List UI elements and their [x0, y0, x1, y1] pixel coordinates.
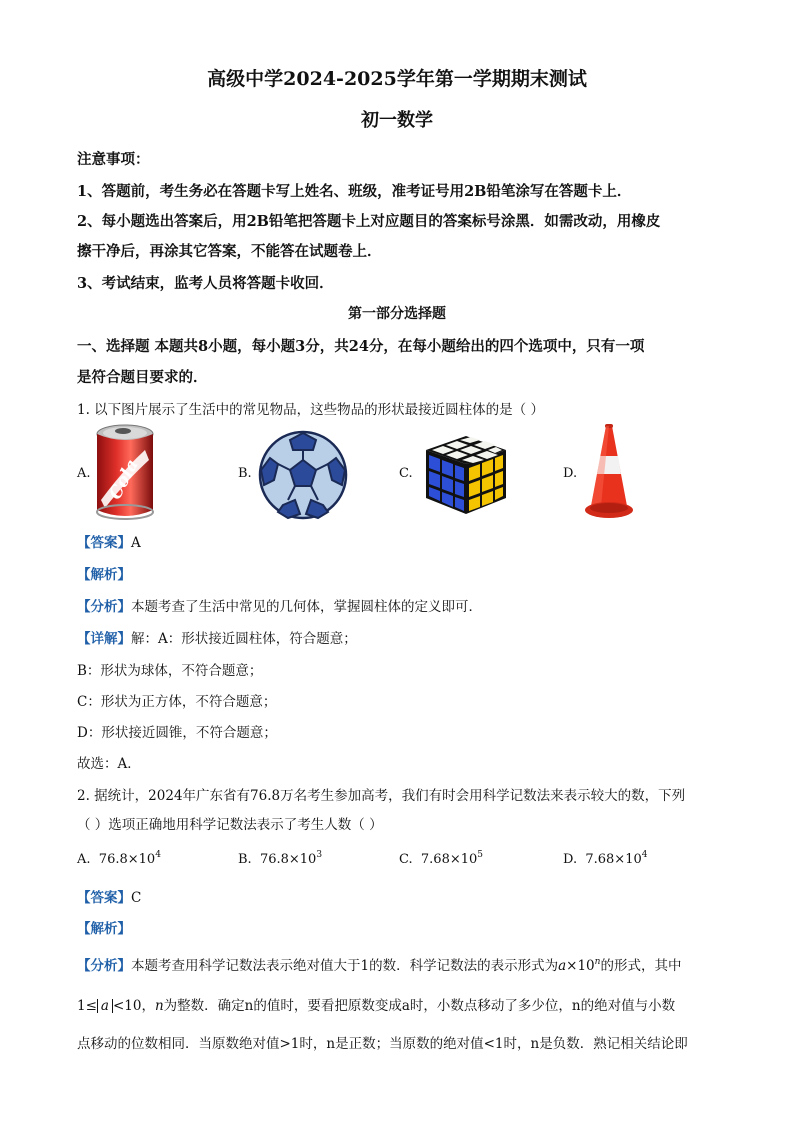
q2-option-d	[563, 850, 647, 867]
q1-option-d-label: D.	[563, 466, 578, 481]
notice-item-1: 1、答题前，考生务必在答题卡写上姓名、班级，准考证号用2B铅笔涂写在答题卡上．	[77, 183, 632, 200]
q2-fenxi-text-1: 本题考查用科学记数法表示绝对值大于1的数．科学记数法的表示形式为	[131, 958, 559, 974]
q1-option-b-label: B.	[238, 466, 252, 481]
xiangjie-tag: 【详解】	[77, 631, 131, 647]
notice-item-2: 2、每小题选出答案后，用2B铅笔把答题卡上对应题目的答案标号涂黑．如需改动，用橡皮	[77, 213, 661, 230]
rubik-cube-image	[418, 430, 510, 516]
q2-fenxi-line-1	[77, 954, 681, 974]
q2-fenxi-text-1b: 的形式，其中	[600, 958, 682, 974]
section-instruction-cont: 是符合题目要求的．	[77, 369, 208, 386]
fenxi-tag: 【分析】	[77, 958, 131, 974]
formula-a: a	[558, 958, 567, 974]
question-2-stem: 2. 据统计，2024年广东省有76.8万名考生参加高考，我们有时会用科学记数法来表示较大的数，下列	[77, 788, 686, 804]
q1-line-b: B：形状为球体，不符合题意；	[77, 663, 263, 679]
can-text: Cola	[105, 456, 143, 503]
q2-analysis-tag: 【解析】	[77, 921, 131, 937]
q2-option-c-exp: 5	[477, 850, 484, 860]
question-1-stem: 1. 以下图片展示了生活中的常见物品，这些物品的形状最接近圆柱体的是（ ）	[77, 402, 544, 418]
q1-xiangjie-text: 解：A：形状接近圆柱体，符合题意；	[131, 631, 357, 647]
q2-fenxi-text-2: 为整数．确定n的值时，要看把原数变成a时，小数点移动了多少位，n的绝对值与小数	[163, 998, 676, 1014]
question-2-stem-cont: （ ）选项正确地用科学记数法表示了考生人数（ ）	[77, 817, 383, 833]
q1-answer-value: A	[131, 535, 141, 551]
q1-line-c: C：形状为正方体，不符合题意；	[77, 694, 277, 710]
answer-tag: 【答案】	[77, 535, 131, 551]
q1-xiangjie	[77, 627, 357, 647]
q1-line-d: D：形状接近圆锥，不符合题意；	[77, 725, 277, 741]
notice-item-2-cont: 擦干净后，再涂其它答案，不能答在试题卷上．	[77, 243, 382, 260]
notice-heading: 注意事项：	[77, 151, 150, 168]
traffic-cone-image	[583, 422, 635, 522]
answer-tag: 【答案】	[77, 890, 131, 906]
notice-item-3: 3、考试结束，监考人员将答题卡收回．	[77, 275, 334, 292]
q2-option-d-label: D.	[563, 852, 578, 867]
q2-option-a-base: 76.8×10	[98, 852, 156, 867]
cola-can-image	[93, 420, 157, 524]
q2-option-b-base: 76.8×10	[259, 852, 317, 867]
range-pre: 1≤	[77, 998, 97, 1014]
absolute-value-a: a	[97, 999, 113, 1013]
q2-option-b-exp: 3	[316, 850, 323, 860]
q2-option-c-label: C.	[399, 852, 413, 867]
q1-choose: 故选：A．	[77, 756, 141, 772]
q2-option-d-base: 7.68×10	[585, 852, 642, 867]
range-post: <10，	[112, 998, 155, 1014]
q2-fenxi-line-2	[77, 994, 675, 1014]
q1-analysis-tag: 【解析】	[77, 567, 131, 583]
q2-option-b	[238, 850, 322, 867]
soccer-ball-image	[258, 430, 348, 520]
q1-fenxi-text: 本题考查了生活中常见的几何体，掌握圆柱体的定义即可．	[131, 599, 482, 615]
q2-option-c-base: 7.68×10	[420, 852, 478, 867]
q2-option-a-label: A.	[77, 852, 91, 867]
q2-option-a	[77, 850, 161, 867]
section-heading: 第一部分选择题	[348, 306, 446, 322]
q2-answer	[77, 886, 141, 906]
q1-answer	[77, 531, 141, 551]
q2-fenxi-line-3: 点移动的位数相同．当原数绝对值>1时，n是正数；当原数的绝对值<1时，n是负数．熟记相关结论即	[77, 1036, 688, 1052]
q1-option-a-label: A.	[77, 466, 91, 481]
page-subtitle: 初一数学	[361, 110, 433, 131]
q1-option-c-label: C.	[399, 466, 413, 481]
q1-fenxi	[77, 595, 482, 615]
q2-option-c	[399, 850, 483, 867]
section-instruction: 一、选择题 本题共8小题，每小题3分，共24分，在每小题给出的四个选项中，只有一项	[77, 338, 645, 355]
q2-answer-value: C	[131, 890, 142, 906]
q2-option-d-exp: 4	[641, 850, 648, 860]
var-n: n	[154, 998, 164, 1014]
formula-base: ×10	[566, 958, 595, 974]
q2-option-b-label: B.	[238, 852, 252, 867]
page-title: 高级中学2024-2025学年第一学期期末测试	[207, 68, 587, 90]
fenxi-tag: 【分析】	[77, 599, 131, 615]
q2-option-a-exp: 4	[155, 850, 161, 860]
formula-exp: n	[594, 957, 601, 967]
